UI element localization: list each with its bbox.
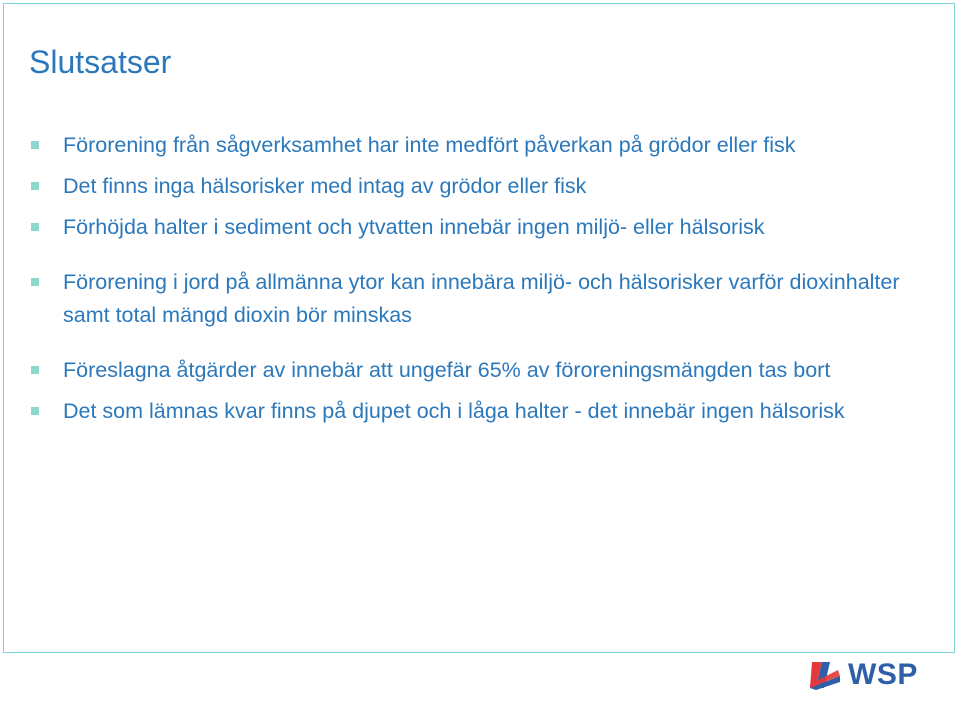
square-bullet-icon xyxy=(31,278,39,286)
slide-frame xyxy=(3,3,955,653)
bullet-item xyxy=(29,395,934,428)
bullet-text: Föreslagna åtgärder av innebär att ungefär 65% av föroreningsmängden tas bort xyxy=(63,358,831,382)
bullet-item xyxy=(29,170,934,203)
logo-text: WSP xyxy=(848,658,918,691)
bullet-text: Det finns inga hälsorisker med intag av grödor eller fisk xyxy=(63,174,587,198)
square-bullet-icon xyxy=(31,182,39,190)
bullet-text: Det som lämnas kvar finns på djupet och i låga halter - det innebär ingen hälsorisk xyxy=(63,399,845,423)
wsp-logo-icon xyxy=(808,658,842,692)
square-bullet-icon xyxy=(31,366,39,374)
bullet-item xyxy=(29,266,934,332)
bullet-text: Förorening från sågverksamhet har inte medfört påverkan på grödor eller fisk xyxy=(63,133,796,157)
wsp-logo xyxy=(808,655,918,695)
bullet-item xyxy=(29,211,934,244)
bullet-text: Förorening i jord på allmänna ytor kan innebära miljö- och hälsorisker varför dioxinhalter samt total mängd dioxin bör minskas xyxy=(63,270,900,327)
bullet-list xyxy=(29,129,934,428)
square-bullet-icon xyxy=(31,223,39,231)
bullet-item xyxy=(29,354,934,387)
square-bullet-icon xyxy=(31,141,39,149)
bullet-item xyxy=(29,129,934,162)
square-bullet-icon xyxy=(31,407,39,415)
slide-title: Slutsatser xyxy=(29,44,172,80)
bullet-text: Förhöjda halter i sediment och ytvatten innebär ingen miljö- eller hälsorisk xyxy=(63,215,765,239)
